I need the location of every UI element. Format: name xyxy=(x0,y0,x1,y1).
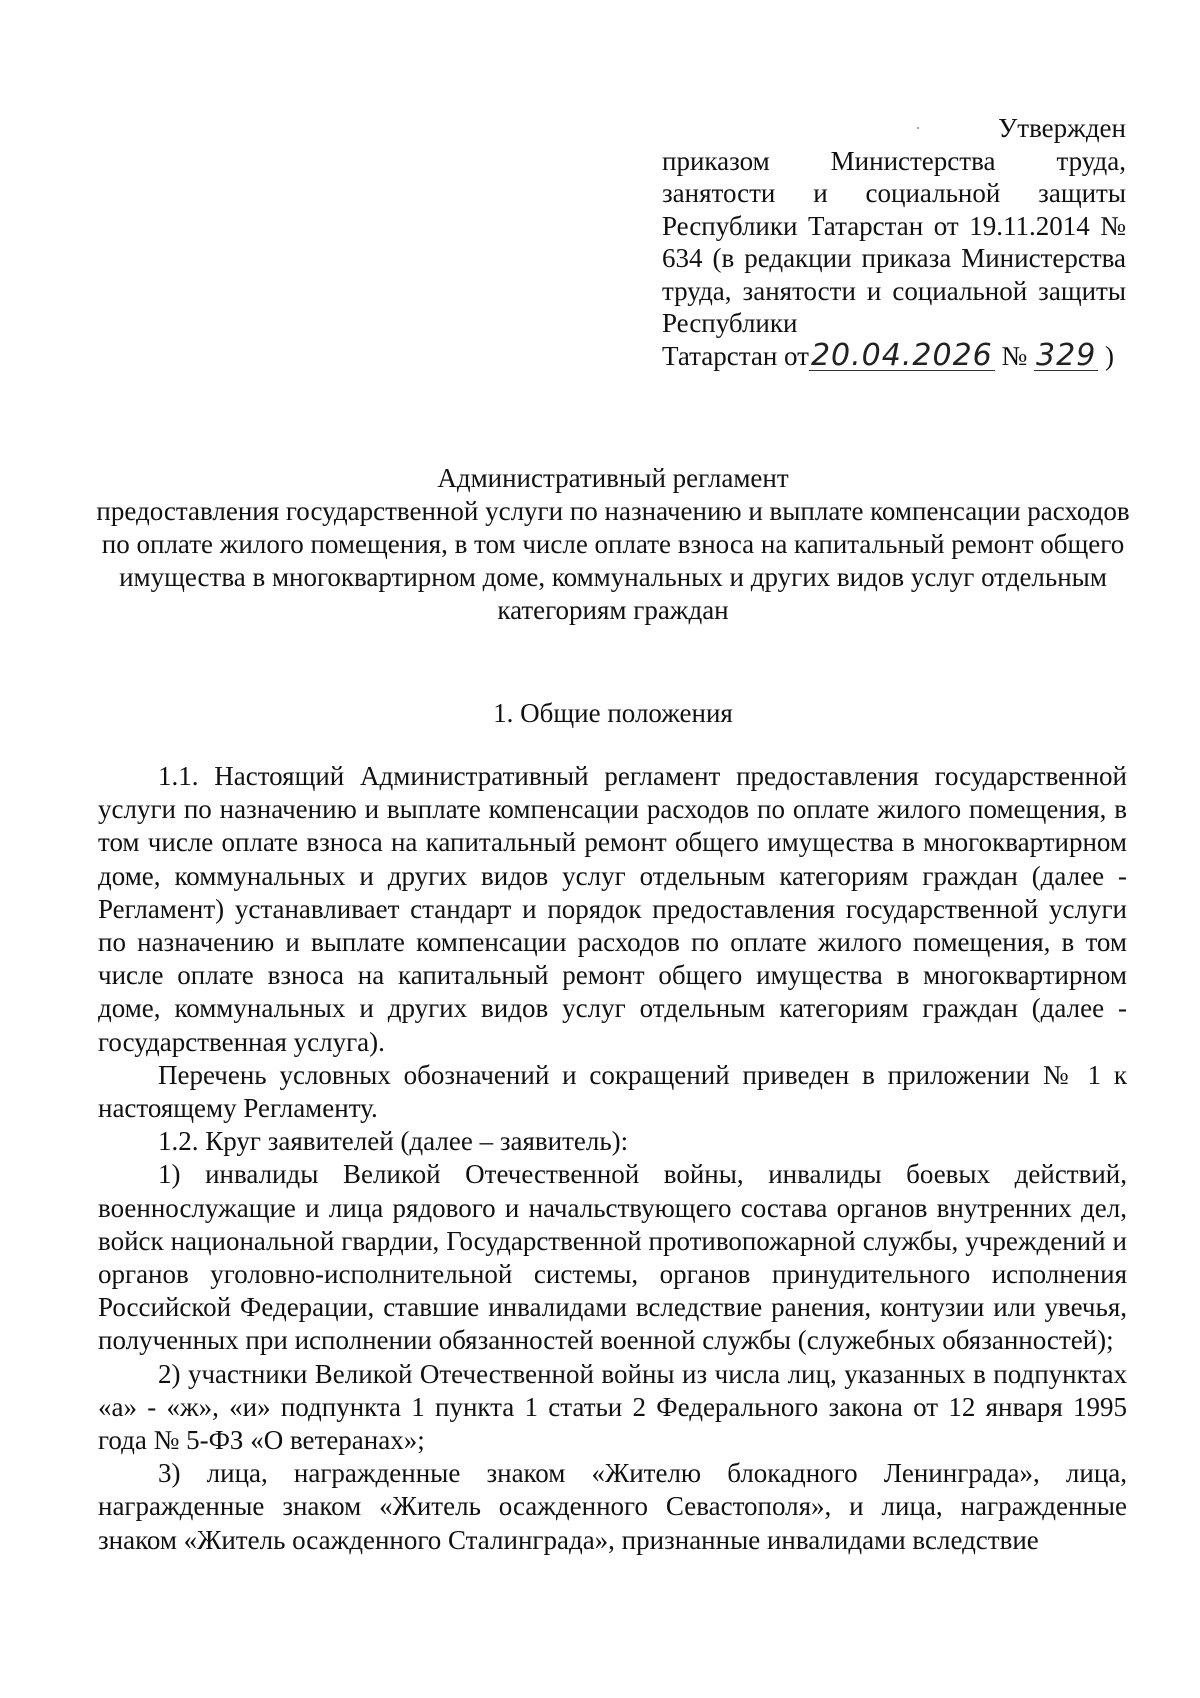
title-line-1: Административный регламент xyxy=(437,463,789,493)
approval-date-line xyxy=(662,337,1126,373)
handwritten-number: 329 xyxy=(1036,337,1097,373)
paragraph: 1.1. Настоящий Административный регламент предоставления государственной услуги по назначению и выплате компенсации расходов по оплате жилого помещения, в том числе оплате взноса на капитальный ремонт общего имущества в многоквартирном доме, коммунальных и других видов услуг отдельным категориям граждан (далее - Регламент) устанавливает стандарт и порядок предоставления государственной услуги по назначению и выплате компенсации расходов по оплате жилого помещения, в том числе оплате взноса на капитальный ремонт общего имущества в многоквартирном доме, коммунальных и других видов услуг отдельным категориям граждан (далее - государственная услуга). xyxy=(98,761,1127,1057)
date-prefix: Татарстан от xyxy=(662,340,809,371)
paragraph: Перечень условных обозначений и сокращений приведен в приложении № 1 к настоящему Регламенту. xyxy=(98,1059,1127,1124)
approved-word: Утвержден xyxy=(998,113,1126,143)
paragraph: 1.2. Круг заявителей (далее – заявитель): xyxy=(158,1126,629,1157)
closing-paren: ) xyxy=(1098,340,1115,371)
number-sign: № xyxy=(994,340,1035,371)
title-line-2: предоставления государственной услуги по назначению и выплате компенсации расходов по оплате жилого помещения, в том числе оплате взноса на капитальный ремонт общего имущества в многоквартирном доме, коммунальных и других видов услуг отдельным категориям граждан xyxy=(96,496,1130,625)
document-title xyxy=(96,462,1130,627)
approval-order-reference: приказом Министерства труда, занятости и социальной защиты Республики Татарстан от 19.11.2014 № 634 (в редакции приказа Министерства труда, занятости и социальной защиты Республики xyxy=(662,145,1126,338)
handwritten-date: 20.04.2026 xyxy=(810,337,993,373)
paragraph: 2) участники Великой Отечественной войны из числа лиц, указанных в подпунктах «а» - «ж», «и» подпункта 1 пункта 1 статьи 2 Федерального закона от 12 января 1995 года № 5-ФЗ «О ветеранах»; xyxy=(98,1358,1127,1456)
paragraph: 1) инвалиды Великой Отечественной войны, инвалиды боевых действий, военнослужащие и лица рядового и начальствующего состава органов внутренних дел, войск национальной гвардии, Государственной противопожарной службы, учреждений и органов уголовно-исполнительной системы, органов принудительного исполнения Российской Федерации, ставшие инвалидами вследствие ранения, контузии или увечья, полученных при исполнении обязанностей военной службы (служебных обязанностей); xyxy=(98,1159,1127,1356)
document-body xyxy=(98,760,1127,1557)
section-heading: 1. Общие положения xyxy=(493,698,733,728)
approval-stamp xyxy=(662,112,1126,372)
paragraph: 3) лица, награжденные знаком «Жителю блокадного Ленинграда», лица, награжденные знаком «Житель осажденного Севастополя», и лица, награжденные знаком «Житель осажденного Сталинграда», признанные инвалидами вследствие xyxy=(98,1458,1127,1555)
